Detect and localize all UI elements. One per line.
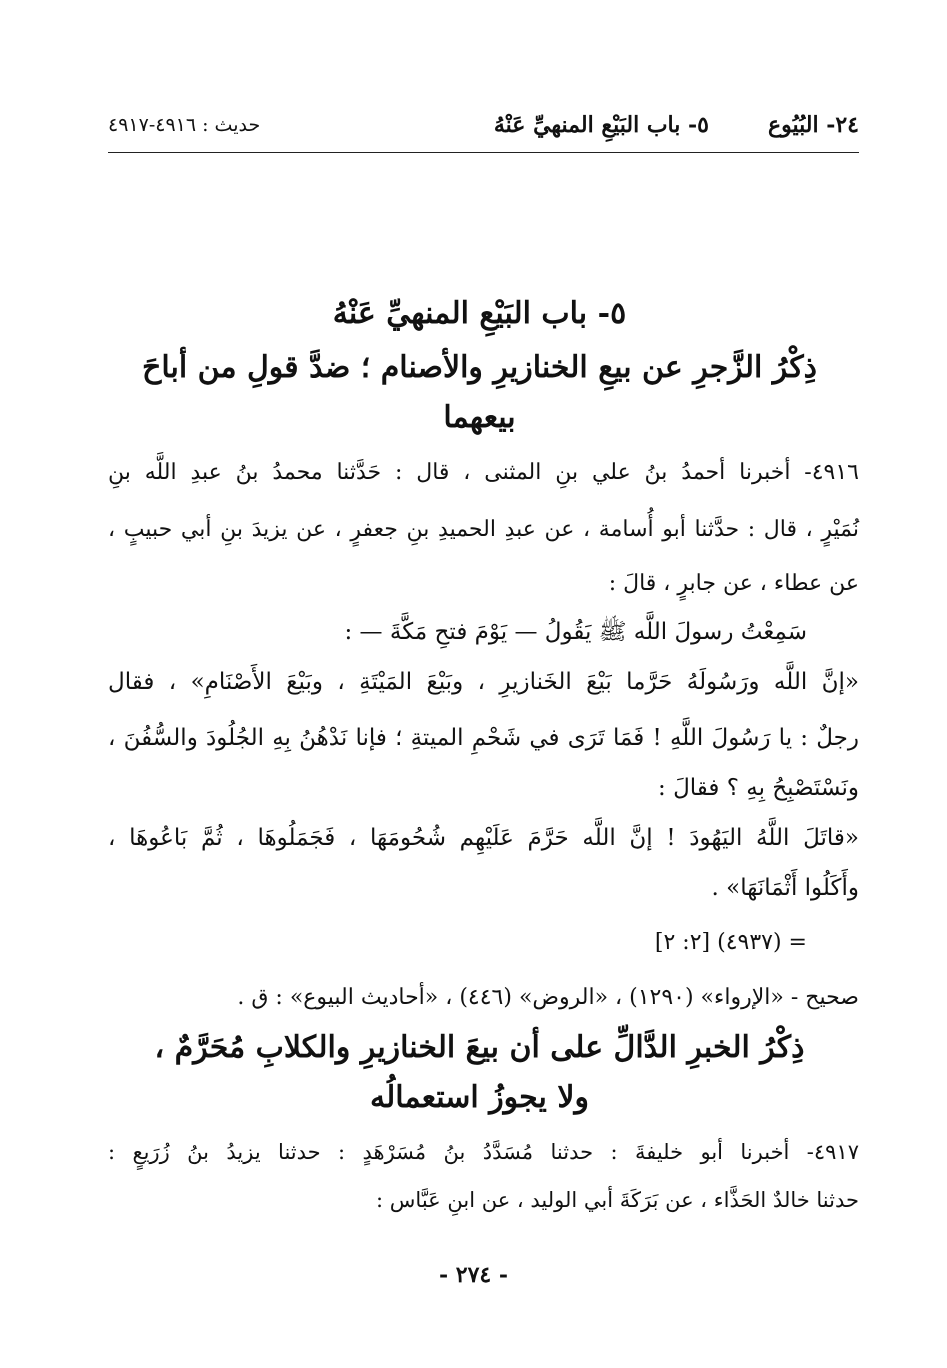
- section2-heading-line1: ذِكْرُ الخبرِ الدَّالِّ على أن بيعَ الخنازيرِ والكلابِ مُحَرَّمٌ ،: [154, 1030, 805, 1065]
- page-number: - ٢٧٤ -: [438, 1262, 509, 1288]
- chapter-title: ٥- باب البَيْعِ المنهيِّ عَنْهُ: [332, 296, 627, 331]
- header-chapter-title: ٥- باب البَيْعِ المنهيِّ عَنْهُ: [493, 112, 709, 138]
- hadith-4916-line: «قاتَلَ اللَّهُ اليَهُودَ ! إنَّ اللَّه حَرَّمَ عَلَيْهِم شُحُومَهَا ، فَجَمَلُوهَا ، ثُمَّ بَاعُوهَا ،: [108, 825, 859, 851]
- hadith-4916-grading: صحيح - «الإرواء» (١٢٩٠) ، «الروض» (٤٤٦) ، «أحاديث البيوع» : ق .: [237, 985, 859, 1010]
- hadith-4916-line: وأَكَلُوا أَثْمَانَهَا» .: [711, 875, 859, 901]
- section2-heading-line2: ولا يجوزُ استعمالُه: [370, 1080, 589, 1115]
- hadith-4916-line: سَمِعْتُ رسولَ اللَّه ﷺ يَقُولُ — يَوْمَ فتحِ مَكَّةَ — :: [344, 619, 807, 645]
- hadith-4916-crossref: = (٤٩٣٧) [٢: ٢]: [654, 930, 807, 955]
- header-book-title: ٢٤- البُيُوع: [767, 112, 859, 138]
- running-header: [108, 110, 859, 153]
- hadith-4917-line: ٤٩١٧- أخبرنا أبو خليفةَ : حدثنا مُسَدَّدُ بنُ مُسَرْهَدٍ : حدثنا يزيدُ بنُ زُرَيعٍ :: [108, 1140, 859, 1164]
- section1-heading-line2: بيعهما: [443, 400, 516, 435]
- hadith-4916-line: رجلٌ : يا رَسُولَ اللَّهِ ! فَمَا تَرَى في شَحْمِ الميتةِ ؛ فإنا نَدْهُنُ بِهِ الجُلُودَ والسُّفُنَ ،: [108, 725, 859, 751]
- hadith-4916-line: نُمَيْرٍ ، قال : حدَّثنا أبو أُسامة ، عن عبدِ الحميدِ بنِ جعفرٍ ، عن يزيدَ بنِ أبي حبيبٍ ،: [108, 517, 859, 542]
- hadith-4916-line: عن عطاء ، عن جابرٍ ، قالَ :: [608, 571, 859, 596]
- hadith-4916-line: ٤٩١٦- أخبرنا أحمدُ بنُ علي بنِ المثنى ، قال : حَدَّثنا محمدُ بنُ عبدِ اللَّه بنِ: [108, 460, 859, 485]
- hadith-4917-line: حدثنا خالدٌ الحَذَّاء ، عن بَرَكَةَ أبي الوليد ، عن ابنِ عَبَّاس :: [376, 1188, 859, 1212]
- hadith-4916-line: «إنَّ اللَّه ورَسُولَهُ حَرَّما بَيْعَ الخَنازيرِ ، وبَيْعَ المَيْتَةِ ، وبَيْعَ الأَصْنَامِ» ، فقال: [108, 669, 859, 695]
- hadith-4916-line: ونَسْتَصْبِحُ بِهِ ؟ فقالَ :: [658, 775, 859, 801]
- section1-heading-line1: ذِكْرُ الزَّجرِ عن بيعِ الخنازيرِ والأصنام ؛ ضدَّ قولِ من أباحَ: [142, 350, 817, 385]
- header-hadith-range: حديث : ٤٩١٦-٤٩١٧: [108, 114, 261, 136]
